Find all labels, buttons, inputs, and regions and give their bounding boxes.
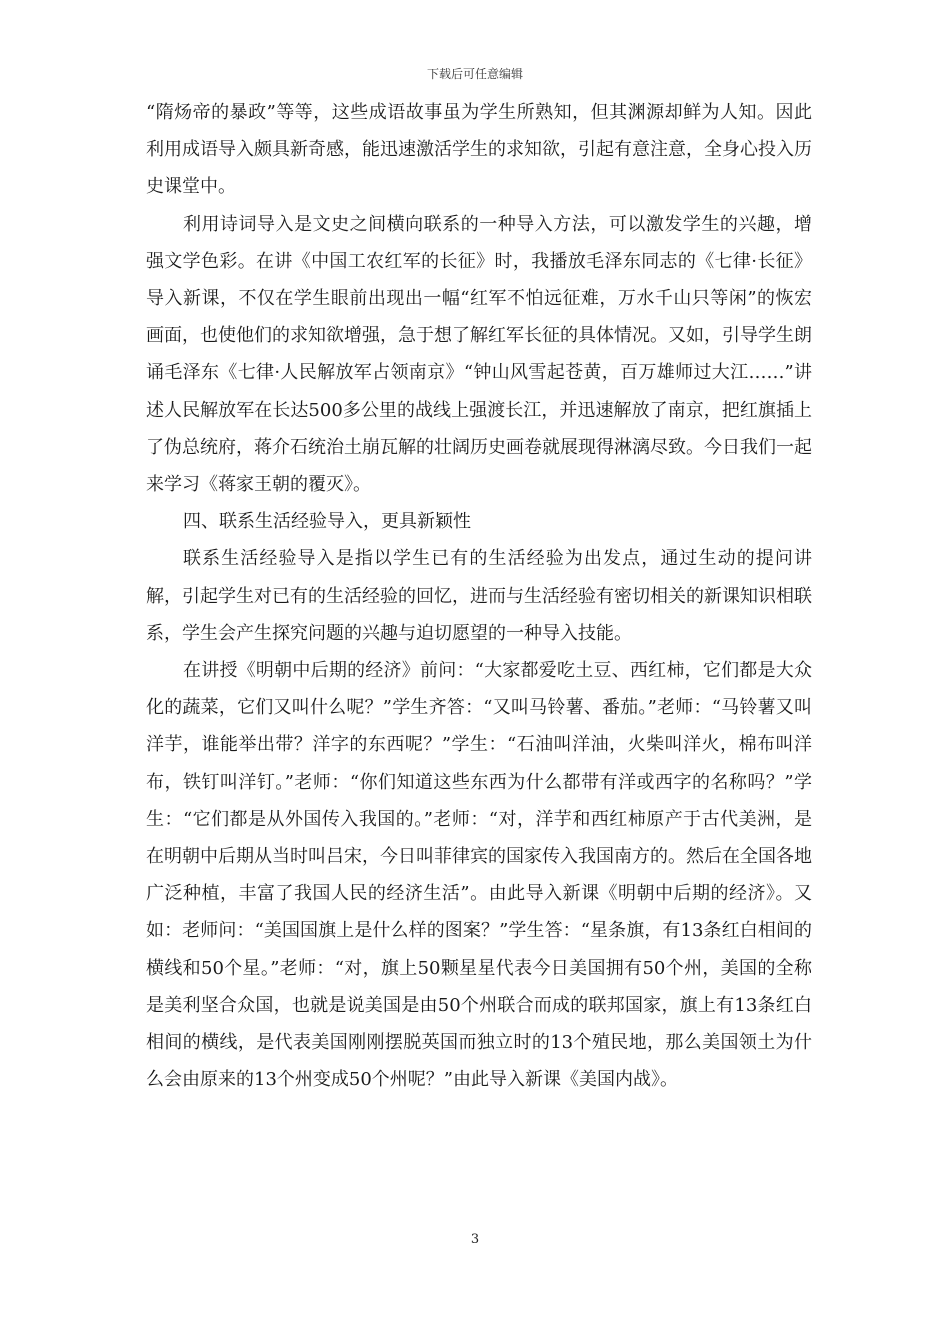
page-header: 下载后可任意编辑 xyxy=(426,67,523,81)
section-heading-life-experience: 四、联系生活经验导入，更具新颖性 xyxy=(183,511,471,533)
paragraph-life-experience-definition: 联系生活经验导入是指以学生已有的生活经验为出发点，通过生动的提问讲解，引起学生对已有的生活经验的回忆，进而与生活经验有密切相关的新课知识相联系，学生会产生探究问题的兴趣与迫切愿望的一种导入技能。 xyxy=(146,548,812,644)
paragraph-poetry-intro: 利用诗词导入是文史之间横向联系的一种导入方法，可以激发学生的兴趣，增强文学色彩。在讲《中国工农红军的长征》时，我播放毛泽东同志的《七律·长征》导入新课，不仅在学生眼前出现出一幅“红军不怕远征难，万水千山只等闲”的恢宏画面，也使他们的求知欲增强，急于想了解红军长征的具体情况。又如，引导学生朗诵毛泽东《七律·人民解放军占领南京》“钟山风雪起苍黄，百万雄师过大江……”讲述人民解放军在长达500多公里的战线上强渡长江，并迅速解放了南京，把红旗插上了伪总统府，蒋介石统治土崩瓦解的壮阔历史画卷就展现得淋漓尽致。今日我们一起来学习《蒋家王朝的覆灭》。 xyxy=(146,213,812,496)
document-body xyxy=(146,94,812,1098)
paragraph-idiom-conclusion: “隋炀帝的暴政”等等，这些成语故事虽为学生所熟知，但其渊源却鲜为人知。因此利用成语导入颇具新奇感，能迅速激活学生的求知欲，引起有意注意，全身心投入历史课堂中。 xyxy=(146,102,812,198)
page-number: 3 xyxy=(470,1232,480,1247)
paragraph-life-experience-examples: 在讲授《明朝中后期的经济》前问：“大家都爱吃土豆、西红柿，它们都是大众化的蔬菜，它们又叫什么呢？”学生齐答：“又叫马铃薯、番茄。”老师：“马铃薯又叫洋芋，谁能举出带？洋字的东西呢？”学生：“石油叫洋油，火柴叫洋火，棉布叫洋布，铁钉叫洋钉。”老师：“你们知道这些东西为什么都带有洋或西字的名称吗？”学生：“它们都是从外国传入我国的。”老师：“对，洋芋和西红柿原产于古代美洲，是在明朝中后期从当时叫吕宋，今日叫菲律宾的国家传入我国南方的。然后在全国各地广泛种植，丰富了我国人民的经济生活”。由此导入新课《明朝中后期的经济》。又如：老师问：“美国国旗上是什么样的图案？”学生答：“星条旗，有13条红白相间的横线和50个星。”老师：“对，旗上50颗星星代表今日美国拥有50个州，美国的全称是美利坚合众国，也就是说美国是由50个州联合而成的联邦国家，旗上有13条红白相间的横线，是代表美国刚刚摆脱英国而独立时的13个殖民地，那么美国领土为什么会由原来的13个州变成50个州呢？”由此导入新课《美国内战》。 xyxy=(146,660,812,1091)
